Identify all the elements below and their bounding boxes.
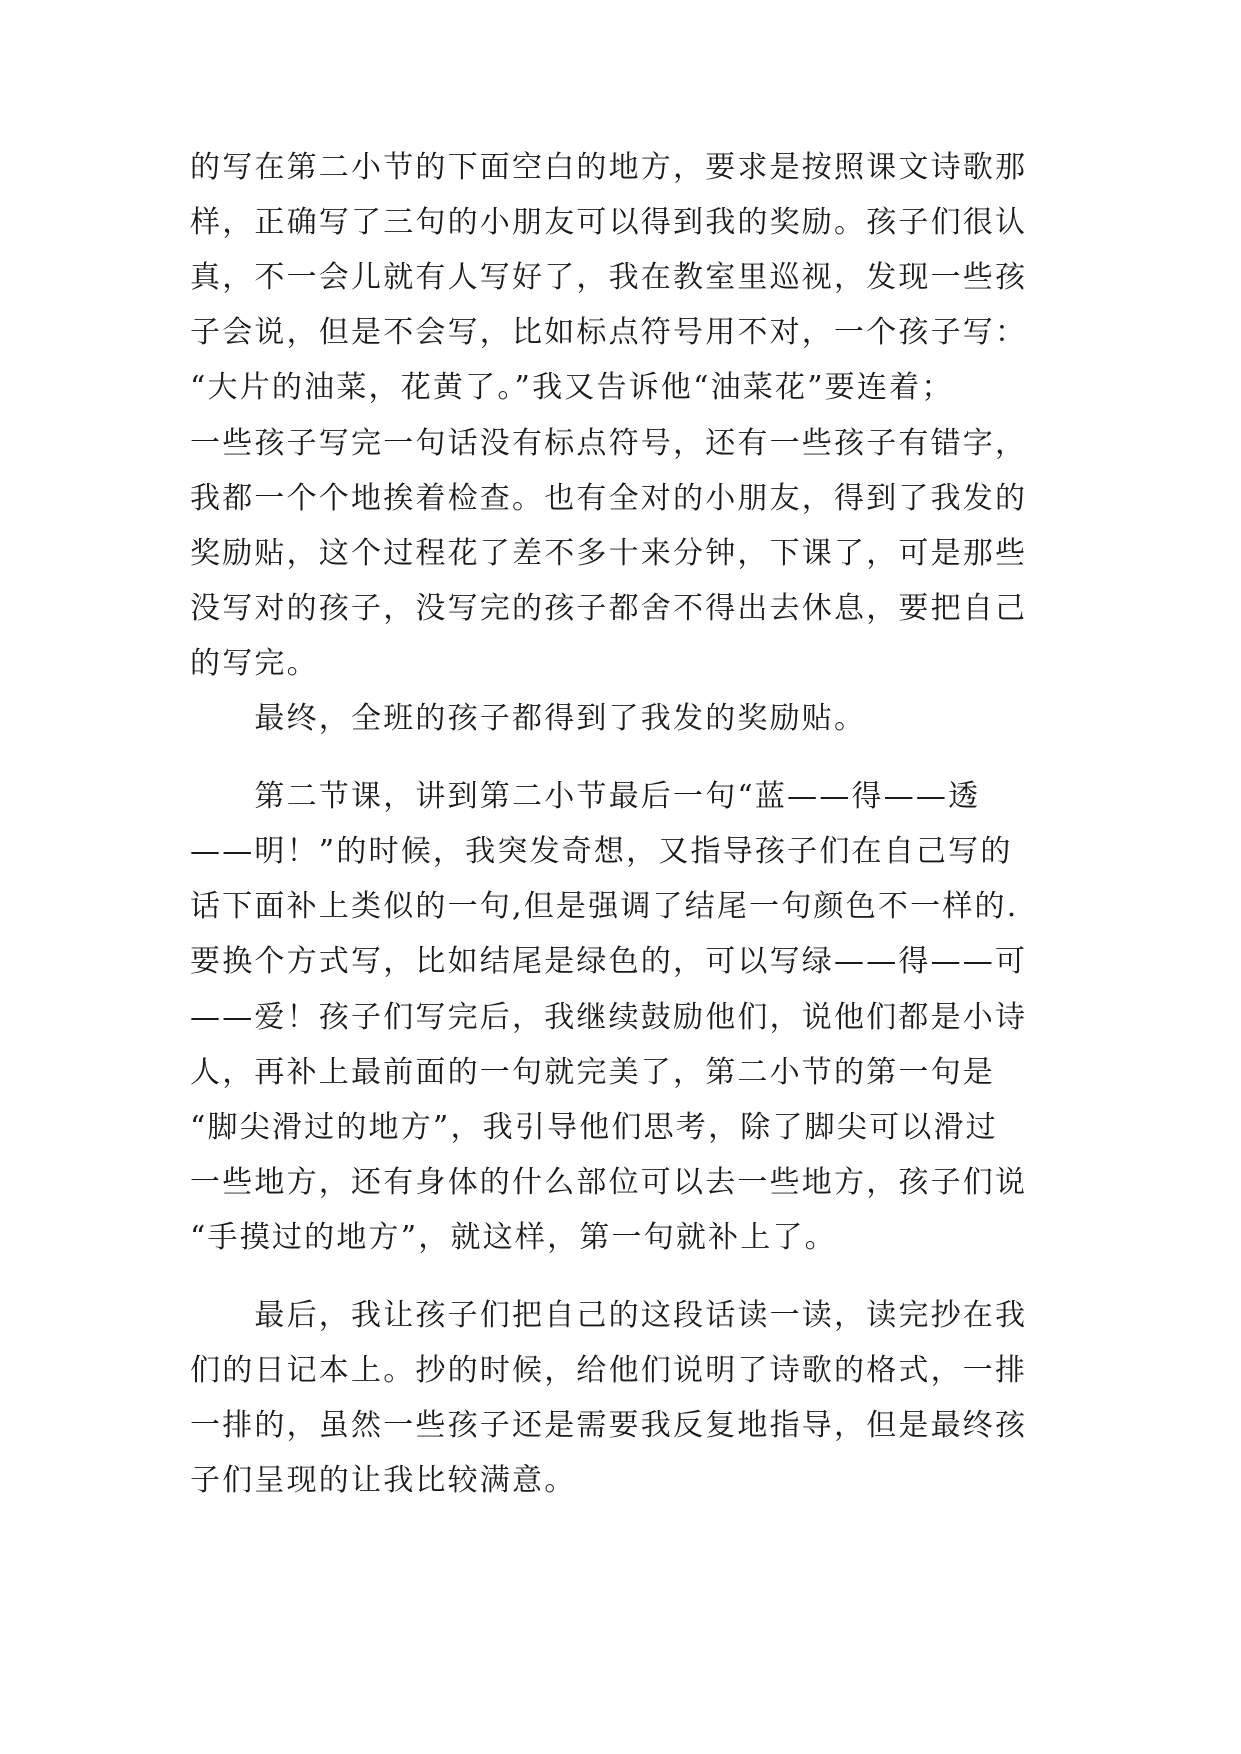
text-line: 最终，全班的孩子都得到了我发的奖励贴。 [190, 701, 867, 736]
text-line: 没写对的孩子，没写完的孩子都舍不得出去休息，要把自己 [190, 591, 1028, 626]
text-line: 的写在第二小节的下面空白的地方，要求是按照课文诗歌那 [190, 150, 1028, 185]
text-line: ——明！”的时候，我突发奇想，又指导孩子们在自己写的 [190, 834, 1013, 869]
text-line: 奖励贴，这个过程花了差不多十来分钟，下课了，可是那些 [190, 536, 1028, 571]
text-line: “大片的油菜，花黄了。”我又告诉他“油菜花”要连着； [190, 370, 954, 405]
text-line: 人，再补上最前面的一句就完美了，第二小节的第一句是 [190, 1055, 995, 1090]
text-line: 子们呈现的让我比较满意。 [190, 1463, 577, 1498]
text-line: 真，不一会儿就有人写好了，我在教室里巡视，发现一些孩 [190, 260, 1028, 295]
text-line: 最后，我让孩子们把自己的这段话读一读，读完抄在我 [190, 1298, 1028, 1333]
text-line: 一排的，虽然一些孩子还是需要我反复地指导，但是最终孩 [190, 1408, 1028, 1443]
text-line: 我都一个个地挨着检查。也有全对的小朋友，得到了我发的 [190, 481, 1028, 516]
text-line: “手摸过的地方”，就这样，第一句就补上了。 [190, 1220, 837, 1255]
text-line: 话下面补上类似的一句,但是强调了结尾一句颜色不一样的. [190, 889, 1019, 924]
text-line: 样，正确写了三句的小朋友可以得到我的奖励。孩子们很认 [190, 205, 1028, 240]
text-line: “脚尖滑过的地方”，我引导他们思考，除了脚尖可以滑过 [190, 1110, 998, 1145]
text-line: 一些地方，还有身体的什么部位可以去一些地方，孩子们说 [190, 1165, 1028, 1200]
text-line: 一些孩子写完一句话没有标点符号，还有一些孩子有错字， [190, 426, 1028, 461]
text-line: 的写完。 [190, 646, 319, 681]
text-line: 们的日记本上。抄的时候，给他们说明了诗歌的格式，一排 [190, 1353, 1028, 1388]
text-line: 第二节课，讲到第二小节最后一句“蓝——得——透 [190, 779, 981, 814]
text-line: ——爱！孩子们写完后，我继续鼓励他们，说他们都是小诗 [190, 1000, 1028, 1035]
text-line: 要换个方式写，比如结尾是绿色的，可以写绿——得——可 [190, 944, 1028, 979]
text-line: 子会说，但是不会写，比如标点符号用不对，一个孩子写： [190, 315, 1028, 350]
